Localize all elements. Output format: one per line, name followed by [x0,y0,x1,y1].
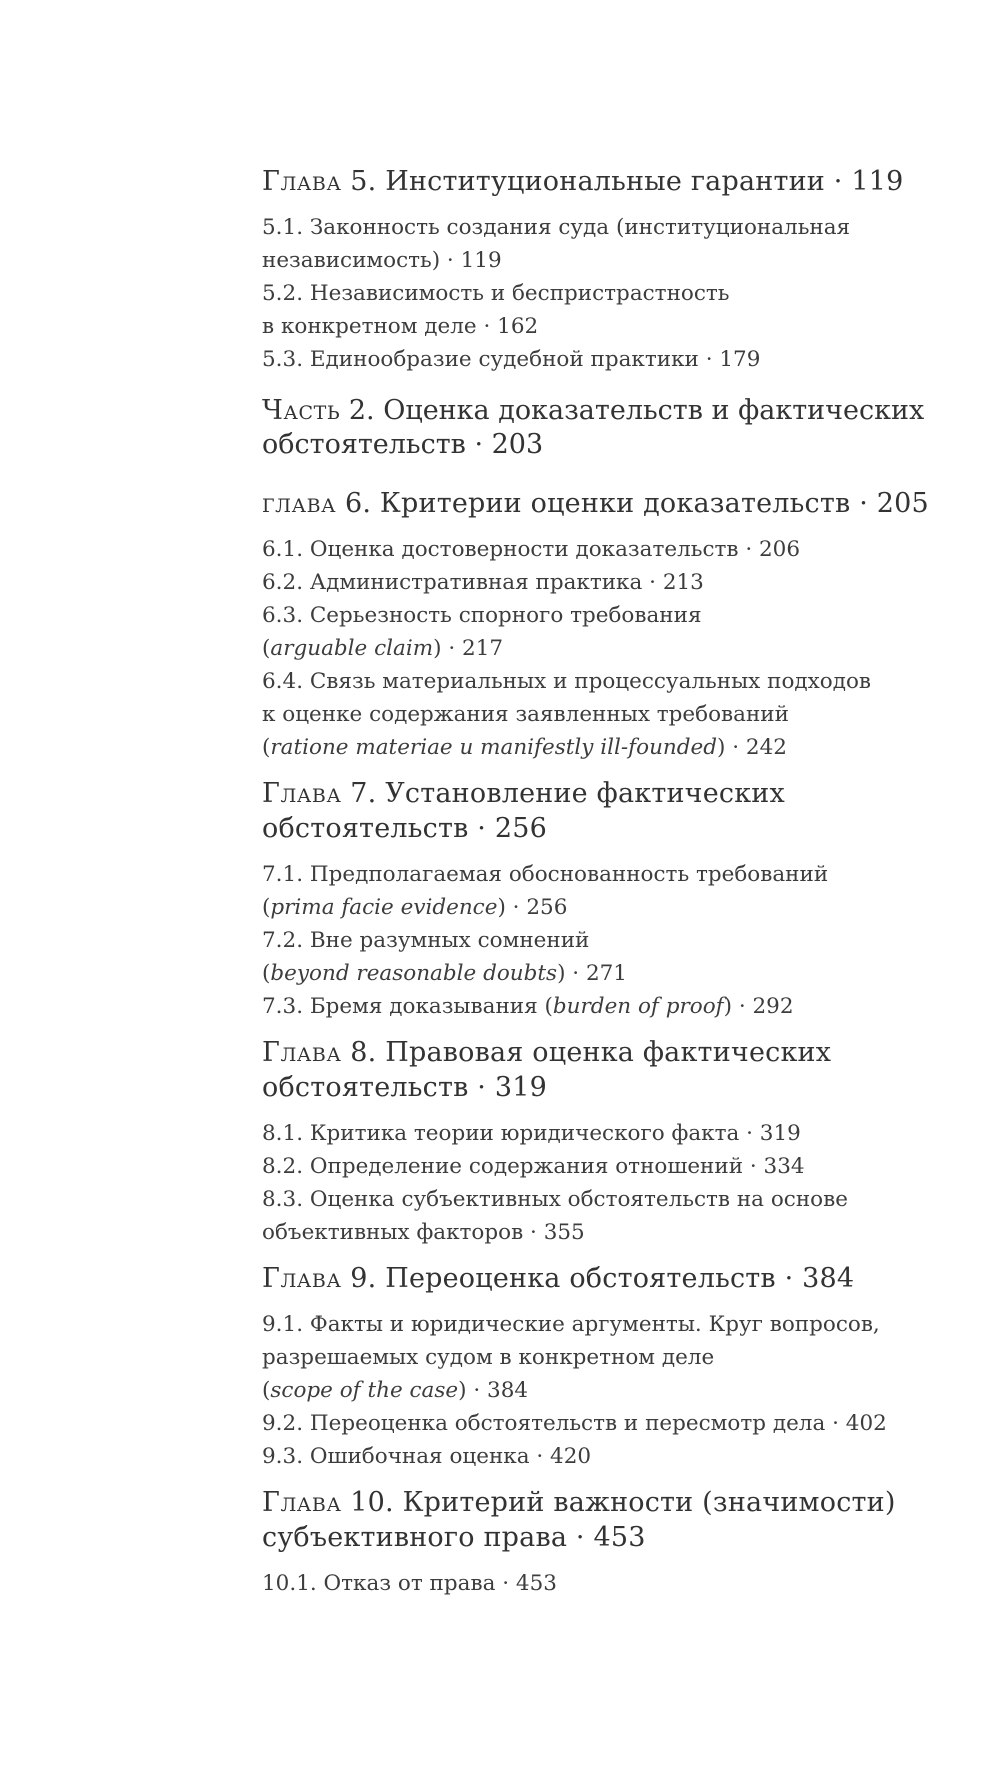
chapter-label: Глава [262,166,342,197]
section-text: 8.2. Определение содержания отношений · 334 [262,1154,805,1179]
table-of-contents [262,164,962,1612]
part-2-heading[interactable] [262,394,962,462]
chapter-label: Глава [262,778,342,809]
section-6-4[interactable] [262,665,962,764]
section-text: 8.3. Оценка субъективных обстоятельств на основе [262,1187,848,1212]
chapter-6-heading[interactable] [262,486,962,521]
section-page: ) · 256 [497,895,568,920]
chapter-9-heading[interactable] [262,1261,962,1296]
part-title-cont: обстоятельств · 203 [262,429,544,460]
section-7-2[interactable] [262,924,962,990]
chapter-title-cont: обстоятельств · 319 [262,1072,547,1103]
section-6-3[interactable] [262,599,962,665]
section-5-1[interactable] [262,211,962,277]
chapter-label: Глава [262,1037,342,1068]
section-9-2[interactable] [262,1407,962,1440]
section-7-1[interactable] [262,858,962,924]
section-italic-term: scope of the case [270,1378,459,1403]
chapter-title-cont: обстоятельств · 256 [262,813,547,844]
chapter-10-heading[interactable] [262,1485,962,1555]
section-page: ) · 384 [458,1378,529,1403]
section-6-2[interactable] [262,566,962,599]
section-italic-term: arguable claim [270,636,434,661]
section-8-1[interactable] [262,1117,962,1150]
section-text: 6.2. Административная практика · 213 [262,570,704,595]
chapter-label: Глава [262,1263,342,1294]
paren: ( [262,735,271,760]
section-text: 7.3. Бремя доказывания ( [262,994,553,1019]
section-text: 6.4. Связь материальных и процессуальных подходов [262,669,872,694]
chapter-title: 10. Критерий важности (значимости) [341,1487,896,1518]
chapter-7-sections [262,858,962,1023]
paren: ( [262,1378,271,1403]
section-text: 10.1. Отказ от права · 453 [262,1571,557,1596]
section-6-1[interactable] [262,533,962,566]
chapter-title: 6. Критерии оценки доказательств · 205 [336,488,929,519]
section-text: к оценке содержания заявленных требований [262,702,789,727]
part-title: 2. Оценка доказательств и фактических [340,395,925,426]
chapter-7-heading[interactable] [262,776,962,846]
section-italic-term: beyond reasonable doubts [270,961,558,986]
section-7-3[interactable] [262,990,962,1023]
chapter-6-sections [262,533,962,764]
section-text: в конкретном деле · 162 [262,314,539,339]
section-8-2[interactable] [262,1150,962,1183]
section-9-3[interactable] [262,1440,962,1473]
chapter-label: глава [262,488,337,519]
section-italic-term: ratione materiae и manifestly ill-founded [270,735,718,760]
section-text: 5.3. Единообразие судебной практики · 179 [262,347,761,372]
section-text: 7.1. Предполагаемая обоснованность требований [262,862,829,887]
chapter-8-heading[interactable] [262,1035,962,1105]
section-5-3[interactable] [262,343,962,376]
chapter-title: 7. Установление фактических [341,778,785,809]
chapter-10-sections [262,1567,962,1600]
section-page: ) · 292 [723,994,794,1019]
part-label: Часть [262,395,341,426]
section-9-1[interactable] [262,1308,962,1407]
section-italic-term: burden of proof [552,994,724,1019]
chapter-8-sections [262,1117,962,1249]
section-text: 9.1. Факты и юридические аргументы. Круг вопросов, [262,1312,880,1337]
section-5-2[interactable] [262,277,962,343]
section-text: 8.1. Критика теории юридического факта · 319 [262,1121,801,1146]
section-text: 6.3. Серьезность спорного требования [262,603,702,628]
section-text: разрешаемых судом в конкретном деле [262,1345,715,1370]
section-text: 6.1. Оценка достоверности доказательств · 206 [262,537,801,562]
section-text: 9.2. Переоценка обстоятельств и пересмотр дела · 402 [262,1411,887,1436]
paren: ( [262,961,271,986]
paren: ( [262,636,271,661]
section-page: ) · 217 [433,636,504,661]
section-text: 5.2. Независимость и беспристрастность [262,281,730,306]
chapter-title-cont: субъективного права · 453 [262,1522,646,1553]
section-10-1[interactable] [262,1567,962,1600]
chapter-9-sections [262,1308,962,1473]
section-text: 9.3. Ошибочная оценка · 420 [262,1444,592,1469]
section-text: независимость) · 119 [262,248,502,273]
section-8-3[interactable] [262,1183,962,1249]
section-italic-term: prima facie evidence [270,895,498,920]
section-page: ) · 271 [557,961,627,986]
section-text: 5.1. Законность создания суда (институциональная [262,215,851,240]
chapter-title: 9. Переоценка обстоятельств · 384 [341,1263,855,1294]
paren: ( [262,895,271,920]
chapter-title: 5. Институциональные гарантии · 119 [341,166,904,197]
chapter-5-sections [262,211,962,376]
section-page: ) · 242 [717,735,787,760]
section-text: объективных факторов · 355 [262,1220,585,1245]
chapter-label: Глава [262,1487,342,1518]
chapter-5-heading[interactable] [262,164,962,199]
section-text: 7.2. Вне разумных сомнений [262,928,590,953]
chapter-title: 8. Правовая оценка фактических [341,1037,832,1068]
